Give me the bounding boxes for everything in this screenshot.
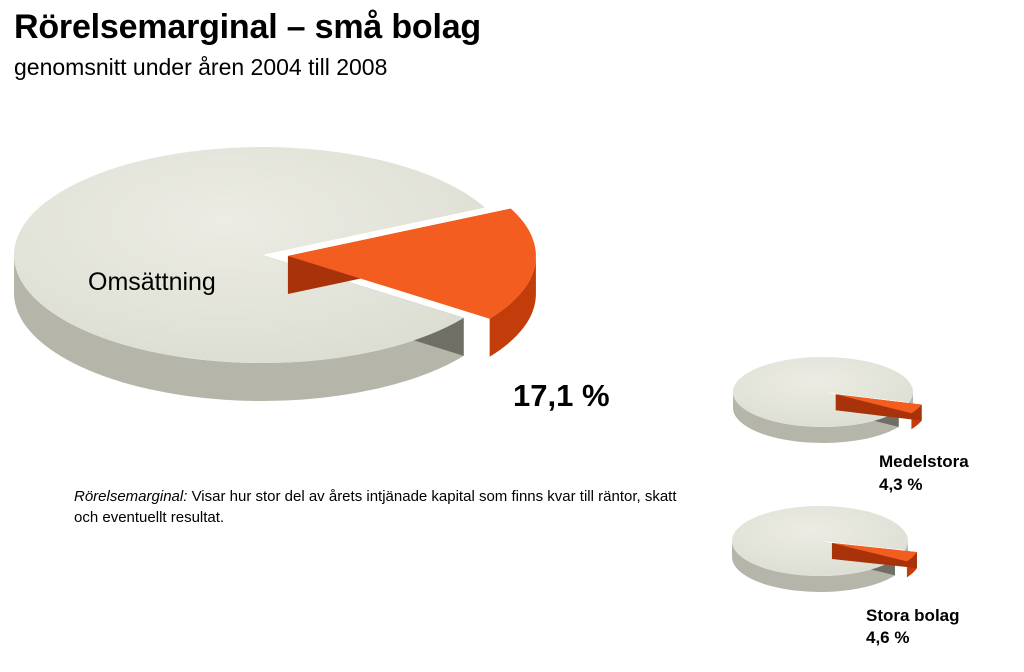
pie-name-medelstora: Medelstora xyxy=(879,452,969,471)
pie-medium-companies xyxy=(733,357,969,494)
note-term: Rörelsemarginal: xyxy=(74,488,188,505)
slice-label-percentage: 17,1 % xyxy=(513,378,610,413)
chart-title: Rörelsemarginal – små bolag xyxy=(14,8,481,46)
chart-subtitle: genomsnitt under åren 2004 till 2008 xyxy=(14,54,388,80)
note-text: Visar hur stor del av årets intjänade kapital som finns kvar till räntor, skatt och eventuellt resultat. xyxy=(74,488,677,526)
pie-value-stora-bolag: 4,6 % xyxy=(866,628,910,647)
pie-small-companies xyxy=(14,147,610,413)
definition-note xyxy=(74,486,694,528)
pie-name-stora-bolag: Stora bolag xyxy=(866,606,960,625)
pie-value-medelstora: 4,3 % xyxy=(879,475,923,494)
pie-slice-rest xyxy=(733,357,913,443)
pie-large-companies xyxy=(732,506,960,647)
slice-label-omsattning: Omsättning xyxy=(88,268,216,296)
